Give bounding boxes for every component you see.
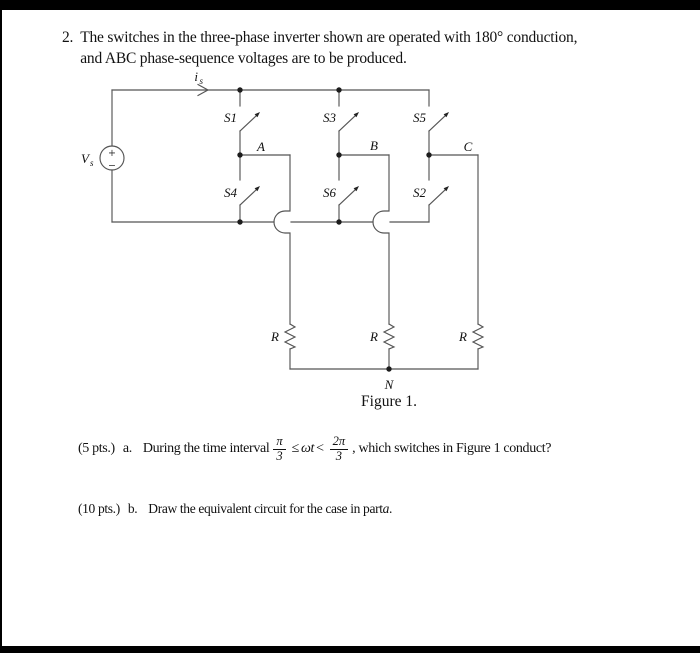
interval-upper-fraction	[330, 435, 349, 464]
resistor-a-label: R	[271, 329, 279, 344]
node-dot-phase-a	[237, 152, 242, 157]
lt-symbol: <	[316, 441, 324, 456]
node-dot	[336, 87, 341, 92]
neutral-node-label: N	[384, 377, 394, 392]
part-b-marker: b.	[127, 501, 138, 516]
part-a-marker: a.	[122, 441, 132, 456]
fraction-numerator: π	[273, 435, 285, 450]
part-b-period: .	[389, 501, 393, 516]
switch-s2-label: S2	[413, 185, 426, 200]
phase-c-label: C	[463, 139, 473, 154]
part-a-question	[78, 430, 551, 468]
switch-s1-label: S1	[224, 110, 237, 125]
problem-number: 2.	[62, 29, 74, 46]
switch-s4-blade	[240, 190, 256, 205]
circuit-labels	[81, 69, 473, 410]
part-b-text: Draw the equivalent circuit for the case in part	[148, 501, 383, 516]
switch-s2-blade	[429, 190, 445, 205]
resistor-c	[473, 324, 483, 349]
leq-symbol: ≤	[291, 441, 300, 456]
part-a-text-before: During the time interval	[142, 441, 270, 456]
node-dot-neutral	[386, 366, 391, 371]
part-a-text-after: , which switches in Figure 1 conduct?	[352, 441, 552, 456]
switch-s5-blade	[429, 116, 445, 131]
switch-s3-blade	[339, 116, 355, 131]
phase-b-label: B	[370, 138, 378, 153]
fraction-denominator: 3	[335, 448, 343, 463]
node-dot	[237, 219, 242, 224]
source-voltage-label: V	[81, 151, 89, 166]
resistor-c-label: R	[459, 329, 467, 344]
fraction-denominator: 3	[276, 448, 283, 463]
problem-line-1: The switches in the three-phase inverter shown are operated with 180° conduction,	[80, 29, 578, 46]
junction-dots	[237, 87, 431, 371]
switch-s3-label: S3	[323, 110, 336, 125]
node-dot	[336, 219, 341, 224]
circuit-wires	[100, 85, 483, 370]
phase-a-label: A	[257, 139, 265, 154]
part-a-points: (5 pts.)	[78, 441, 115, 456]
part-b-variable: a	[382, 501, 390, 516]
source-voltage-subscript: s	[90, 158, 94, 168]
switch-s4-label: S4	[224, 185, 237, 200]
node-dot-phase-c	[426, 152, 431, 157]
resistor-a	[285, 324, 295, 349]
part-b-points: (10 pts.)	[78, 501, 120, 516]
switch-s6-label: S6	[323, 185, 336, 200]
fraction-numerator: 2π	[330, 435, 349, 450]
switch-s5-label: S5	[413, 110, 426, 125]
switch-s1-blade	[240, 116, 256, 131]
node-dot-phase-b	[336, 152, 341, 157]
resistor-b	[384, 324, 394, 349]
switch-s6-blade	[339, 190, 355, 205]
omega-t-variable: ωt	[301, 441, 315, 456]
node-dot	[237, 87, 242, 92]
resistor-b-label: R	[370, 329, 378, 344]
phase-b-drop-wire	[373, 155, 389, 324]
input-current-subscript: s	[199, 76, 204, 86]
source-minus-sign: −	[108, 160, 116, 172]
phase-a-drop-wire	[274, 155, 290, 324]
source-plus-sign: +	[108, 148, 116, 159]
problem-line-2: and ABC phase-sequence voltages are to be produced.	[80, 50, 407, 67]
interval-lower-fraction	[273, 435, 285, 464]
part-b-question	[78, 501, 392, 517]
figure-caption: Figure 1.	[361, 393, 417, 410]
input-current-label: i	[194, 69, 198, 84]
